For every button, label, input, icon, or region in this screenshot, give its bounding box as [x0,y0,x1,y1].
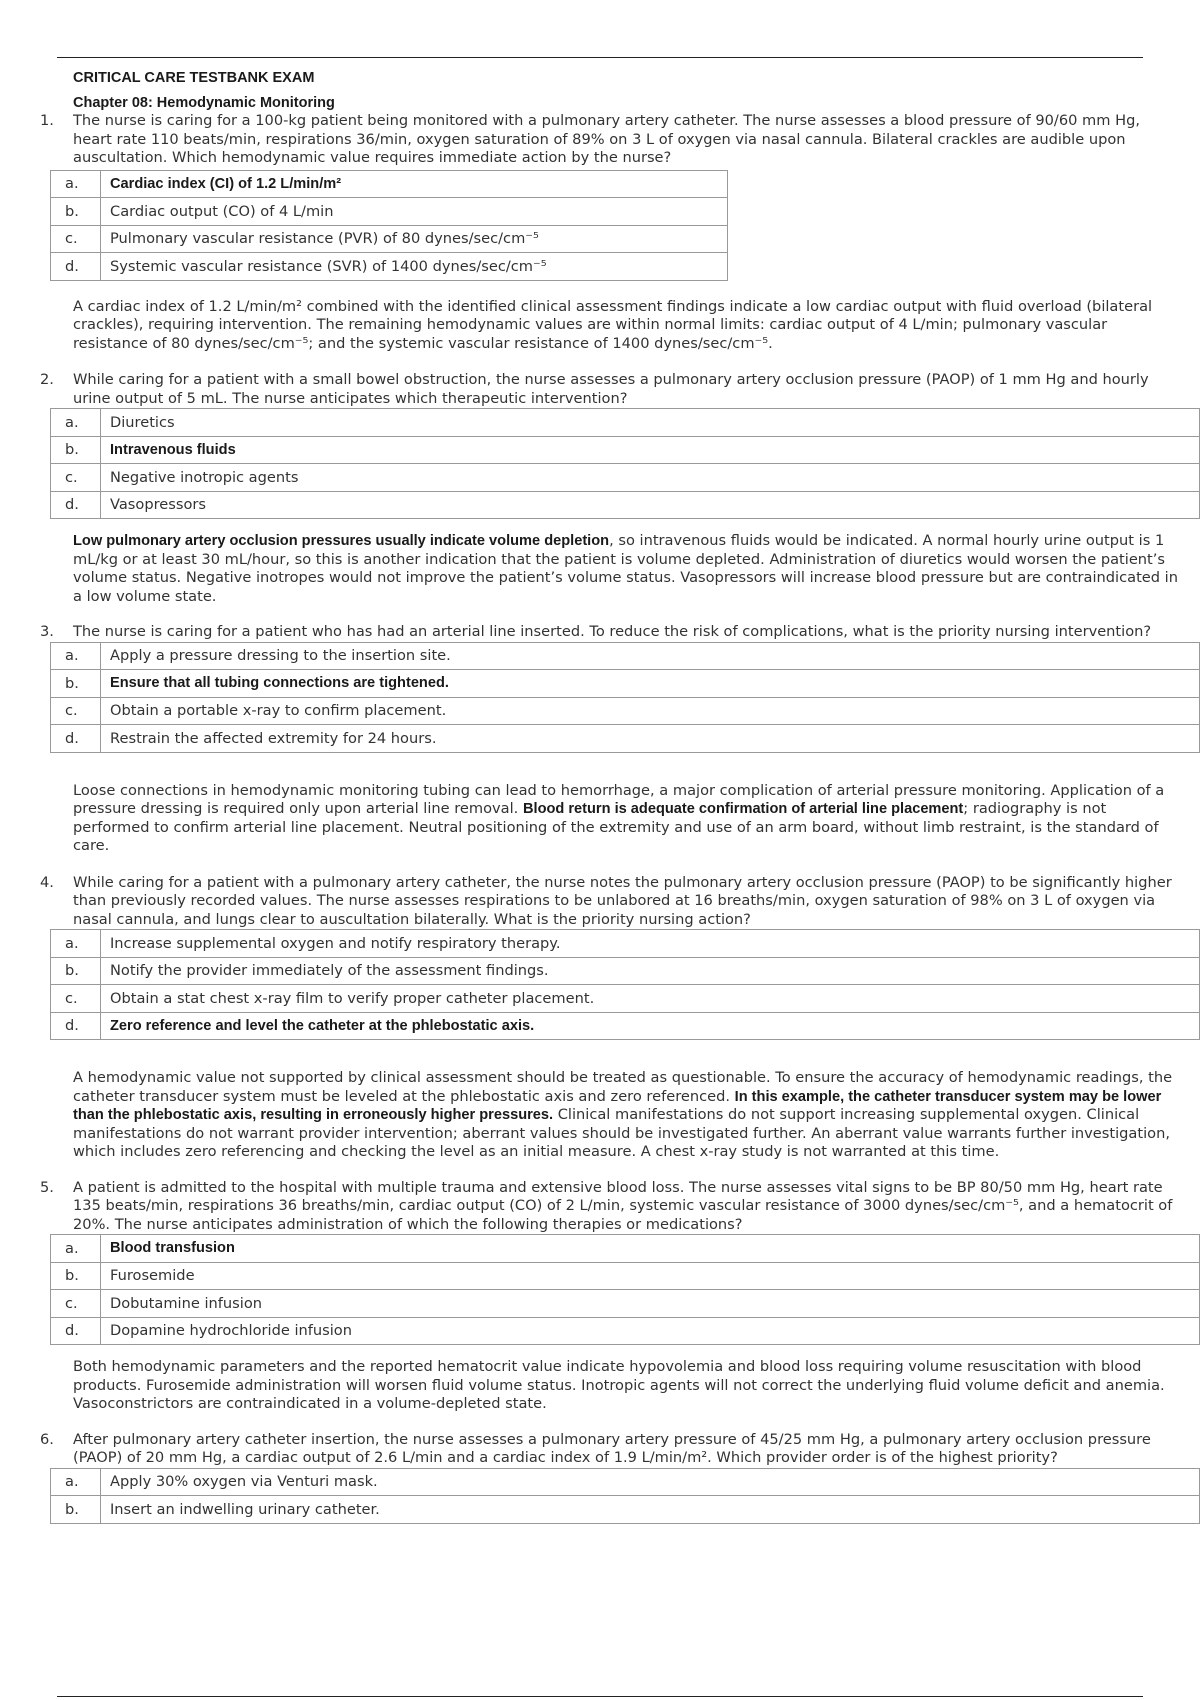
question-6 [40,1431,1200,1468]
choice-row[interactable] [51,436,1200,464]
choice-letter: d. [51,491,101,519]
choice-row[interactable] [51,1317,1200,1345]
question-4 [40,874,1200,930]
choice-letter: a. [51,930,101,958]
choice-letter: d. [51,725,101,753]
rationale-emphasis: Blood return is adequate confirmation of arterial line placement [522,801,964,817]
choice-row[interactable] [51,464,1200,492]
exam-title: CRITICAL CARE TESTBANK EXAM [73,70,315,86]
top-rule [57,57,1143,58]
question-1 [40,112,1200,168]
choice-letter: d. [51,253,101,281]
question-text: After pulmonary artery catheter insertion, the nurse assesses a pulmonary artery pressure of 45/25 mm Hg, a pulmonary artery occlusion pressure (PAOP) of 20 mm Hg, a cardiac output of 2.6 L/min and a cardiac index of 1.9 L/min/m². Which provider order is of the highest priority? [73,1430,1151,1466]
rationale-1: A cardiac index of 1.2 L/min/m² combined with the identified clinical assessment findings indicate a low cardiac output with fluid overload (bilateral crackles), requiring intervention. The remaining hemodynamic values are within normal limits: cardiac output of 4 L/min; pulmonary vascular resistance of 80 dynes/sec/cm⁻⁵; and the systemic vascular resistance of 1400 dynes/sec/cm⁻⁵. [73,297,1153,352]
choice-row[interactable] [51,642,1200,670]
choice-text: Intravenous fluids [101,436,1200,464]
choice-text: Notify the provider immediately of the assessment findings. [101,957,1200,985]
choice-text: Cardiac output (CO) of 4 L/min [101,198,728,226]
document-body [40,70,1200,1524]
choice-row[interactable] [51,491,1200,519]
choice-row[interactable] [51,225,728,253]
choice-text: Furosemide [101,1262,1200,1290]
question-number: 5. [40,1178,54,1196]
question-number: 6. [40,1430,54,1448]
question-text: The nurse is caring for a 100-kg patient being monitored with a pulmonary artery catheter. The nurse assesses a blood pressure of 90/60 mm Hg, heart rate 110 beats/min, respirations 36/min, oxygen saturation of 89% on 3 L of oxygen via nasal cannula. Bilateral crackles are audible upon auscultation. Which hemodynamic value requires immediate action by the nurse? [73,112,1140,166]
rationale-text: A hemodynamic value not supported by clinical assessment should be treated as questionable. To ensure the accuracy of hemodynamic readings, the catheter transducer system must be leveled at the phlebostatic axis and zero referenced. [73,1069,1173,1105]
choice-text: Obtain a portable x-ray to confirm placement. [101,697,1200,725]
rationale-text: Clinical manifestations do not support increasing supplemental oxygen. Clinical manifestations do not warrant provider intervention; aberrant values should be investigated further. An aberrant value warrants further investigation, which includes zero referencing and checking the level as an initial measure. A chest x-ray study is not warranted at this time. [73,1106,1170,1160]
choice-text: Negative inotropic agents [101,464,1200,492]
choice-letter: a. [51,642,101,670]
choice-text: Systemic vascular resistance (SVR) of 1400 dynes/sec/cm⁻⁵ [101,253,728,281]
choices-table-2 [50,408,1200,519]
rationale-2 [73,532,1183,606]
rationale-5: Both hemodynamic parameters and the reported hematocrit value indicate hypovolemia and blood loss requiring volume resuscitation with blood products. Furosemide administration will worsen fluid volume status. Inotropic agents will not correct the underlying fluid volume deficit and anemia. Vasoconstrictors are contraindicated in a volume-depleted state. [73,1358,1165,1412]
choice-row[interactable] [51,253,728,281]
question-5 [40,1179,1200,1235]
choice-text: Cardiac index (CI) of 1.2 L/min/m² [101,170,728,198]
choice-letter: b. [51,436,101,464]
choice-letter: c. [51,1290,101,1318]
question-number: 3. [40,623,54,640]
choices-table-3 [50,642,1200,753]
choice-letter: b. [51,1262,101,1290]
question-text: While caring for a patient with a pulmonary artery catheter, the nurse notes the pulmonary artery occlusion pressure (PAOP) to be significantly higher than previously recorded values. The nurse assesses respirations to be unlabored at 16 breaths/min, oxygen saturation of 98% on 3 L of oxygen via nasal cannula, and lungs clear to auscultation bilaterally. What is the priority nursing action? [73,873,1172,928]
choice-letter: c. [51,464,101,492]
question-3 [40,623,1200,642]
chapter-title: Chapter 08: Hemodynamic Monitoring [73,95,335,111]
question-2 [40,371,1200,408]
choice-row[interactable] [51,1496,1200,1524]
choice-text: Insert an indwelling urinary catheter. [101,1496,1200,1524]
choices-table-1 [50,170,728,281]
choice-letter: b. [51,957,101,985]
choices-table-6 [50,1468,1200,1524]
rationale-3 [73,782,1183,856]
choice-text: Blood transfusion [101,1235,1200,1263]
choice-text: Apply a pressure dressing to the insertion site. [101,642,1200,670]
question-text: A patient is admitted to the hospital with multiple trauma and extensive blood loss. The nurse assesses vital signs to be BP 80/50 mm Hg, heart rate 135 beats/min, respirations 36 breaths/min, cardiac output (CO) of 2 L/min, systemic vascular resistance of 3000 dynes/sec/cm⁻⁵, and a hematocrit of 20%. The nurse anticipates administration of which the following therapies or medications? [73,1178,1173,1233]
choice-row[interactable] [51,957,1200,985]
rationale-text: , so intravenous fluids would be indicated. A normal hourly urine output is 1 mL/kg or at least 30 mL/hour, so this is another indication that the patient is volume depleted. Administration of diuretics would worsen the patient’s volume status. Negative inotropes would not improve the patient’s volume status. Vasopressors will increase blood pressure but are contraindicated in a low volume state. [73,532,1178,605]
choice-text: Restrain the affected extremity for 24 hours. [101,725,1200,753]
rationale-emphasis: In this example, the catheter transducer system may be lower than the phlebostatic axis, resulting in erroneously higher pressures. [73,1088,1162,1123]
choice-letter: b. [51,1496,101,1524]
choice-row[interactable] [51,170,728,198]
rationale-text: Loose connections in hemodynamic monitoring tubing can lead to hemorrhage, a major complication of arterial pressure monitoring. Application of a pressure dressing is required only upon arterial line removal. [73,781,1165,817]
choice-row[interactable] [51,198,728,226]
choice-text: Dopamine hydrochloride infusion [101,1317,1200,1345]
choice-letter: d. [51,1317,101,1345]
choice-letter: d. [51,1012,101,1040]
choice-row[interactable] [51,1012,1200,1040]
question-number: 2. [40,371,54,388]
choice-row[interactable] [51,670,1200,698]
choice-text: Dobutamine infusion [101,1290,1200,1318]
choice-letter: c. [51,697,101,725]
choice-row[interactable] [51,930,1200,958]
choice-letter: a. [51,1235,101,1263]
choice-row[interactable] [51,1262,1200,1290]
choice-text: Pulmonary vascular resistance (PVR) of 80 dynes/sec/cm⁻⁵ [101,225,728,253]
question-number: 1. [40,112,54,129]
rationale-4 [73,1069,1183,1162]
choice-row[interactable] [51,697,1200,725]
question-number: 4. [40,873,54,891]
choice-letter: a. [51,1468,101,1496]
choice-row[interactable] [51,985,1200,1013]
choice-letter: c. [51,225,101,253]
choices-table-5 [50,1234,1200,1345]
choice-letter: a. [51,170,101,198]
question-text: While caring for a patient with a small bowel obstruction, the nurse assesses a pulmonary artery occlusion pressure (PAOP) of 1 mm Hg and hourly urine output of 5 mL. The nurse anticipates which therapeutic intervention? [73,371,1149,407]
choice-row[interactable] [51,725,1200,753]
rationale-emphasis: Low pulmonary artery occlusion pressures usually indicate volume depletion [73,533,610,549]
choice-letter: c. [51,985,101,1013]
choice-letter: b. [51,198,101,226]
bottom-rule [57,1696,1143,1697]
question-text: The nurse is caring for a patient who has had an arterial line inserted. To reduce the risk of complications, what is the priority nursing intervention? [73,623,1152,640]
choice-text: Ensure that all tubing connections are tightened. [101,670,1200,698]
choice-letter: b. [51,670,101,698]
rationale-text: ; radiography is not performed to confirm arterial line placement. Neutral positioning of the extremity and use of an arm board, without limb restraint, is the standard of care. [73,800,1159,854]
choices-table-4 [50,929,1200,1040]
choice-text: Vasopressors [101,491,1200,519]
choice-row[interactable] [51,1468,1200,1496]
choice-row[interactable] [51,1290,1200,1318]
choice-text: Apply 30% oxygen via Venturi mask. [101,1468,1200,1496]
choice-text: Zero reference and level the catheter at the phlebostatic axis. [101,1012,1200,1040]
choice-text: Obtain a stat chest x-ray film to verify proper catheter placement. [101,985,1200,1013]
choice-text: Diuretics [101,409,1200,437]
choice-row[interactable] [51,1235,1200,1263]
choice-letter: a. [51,409,101,437]
choice-text: Increase supplemental oxygen and notify respiratory therapy. [101,930,1200,958]
choice-row[interactable] [51,409,1200,437]
